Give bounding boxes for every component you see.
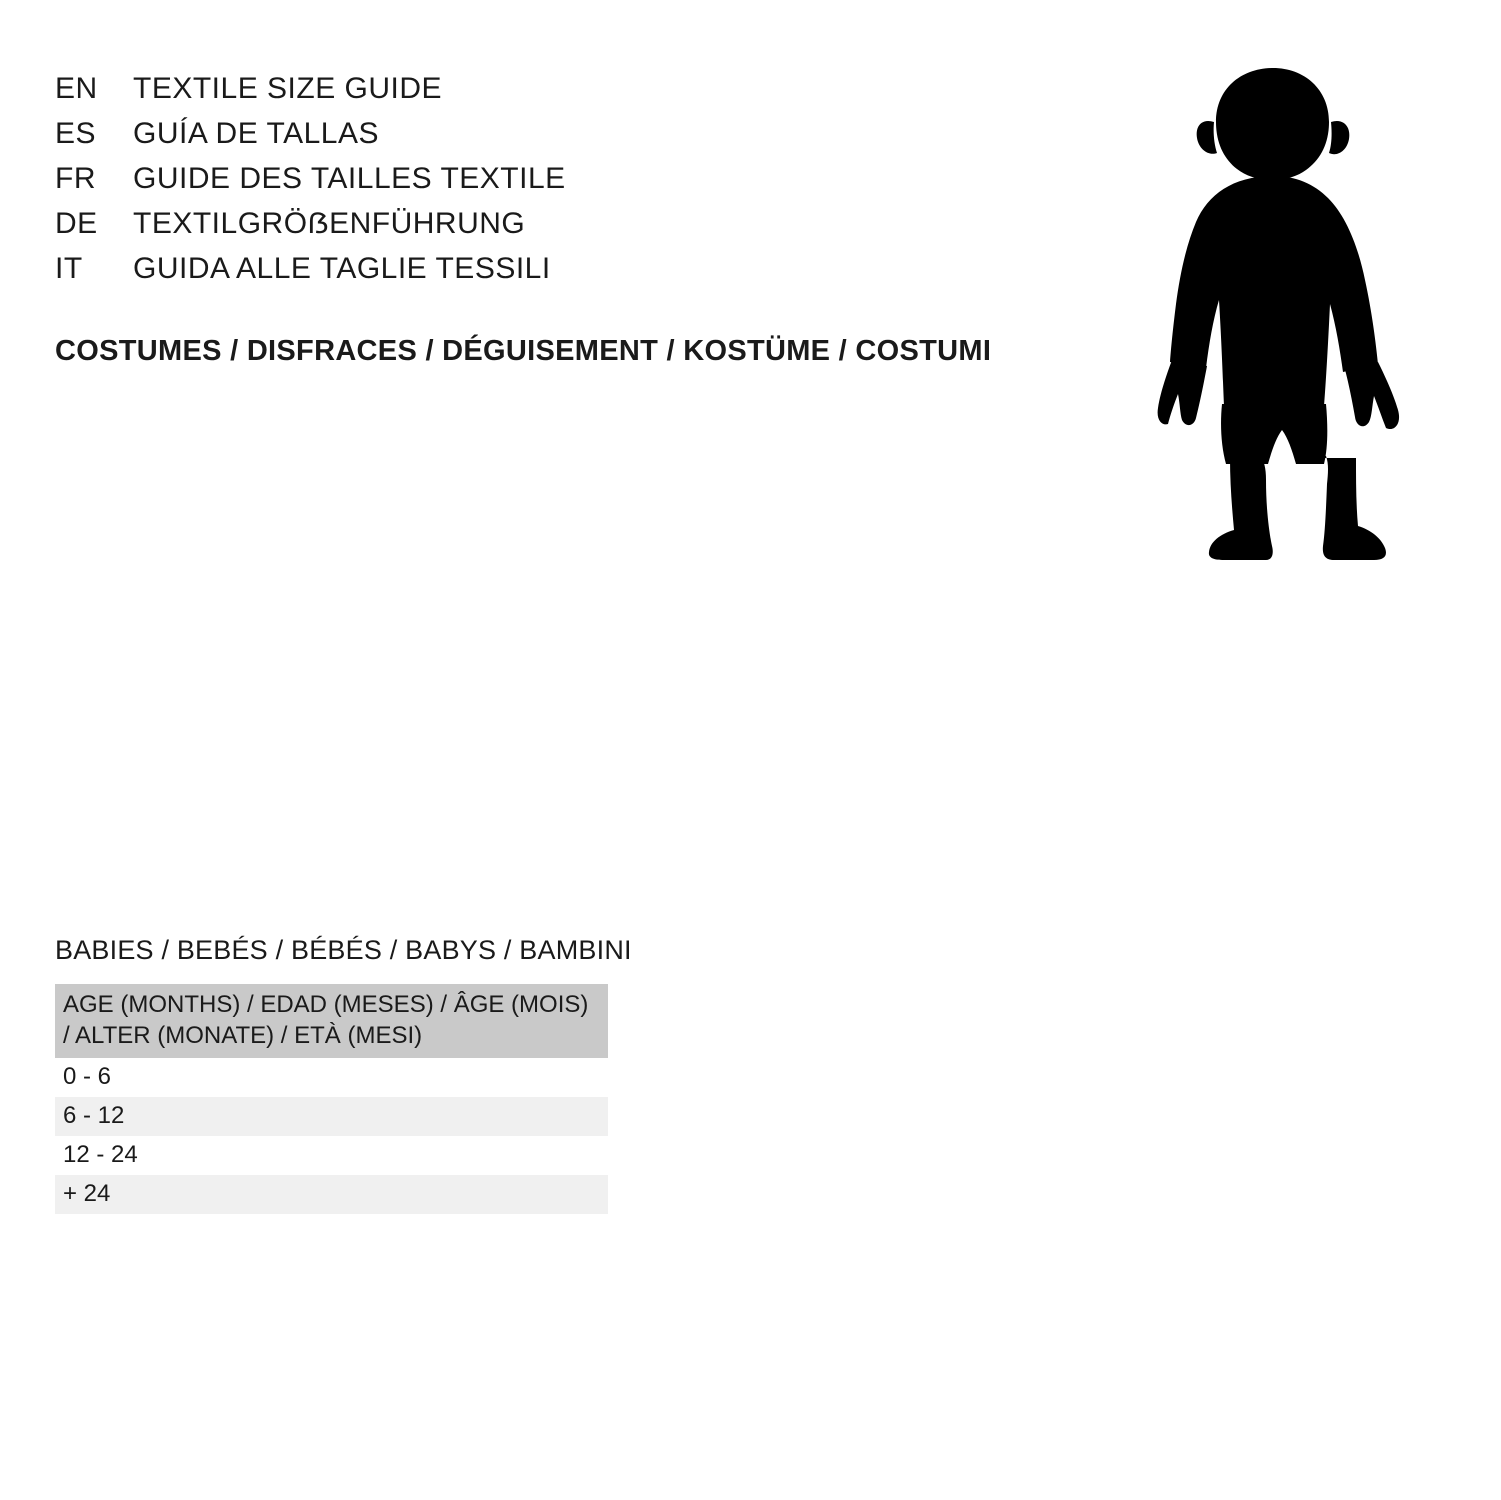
language-title: GUIDE DES TAILLES TEXTILE xyxy=(133,162,566,195)
language-title: TEXTILE SIZE GUIDE xyxy=(133,72,443,105)
language-title: GUIDA ALLE TAGLIE TESSILI xyxy=(133,252,551,285)
size-table-block xyxy=(55,935,632,1214)
language-row xyxy=(55,117,1035,162)
category-line: COSTUMES / DISFRACES / DÉGUISEMENT / KOSTÜME / COSTUMI xyxy=(55,335,992,367)
language-row xyxy=(55,162,1035,207)
language-code: IT xyxy=(55,252,83,285)
language-title: TEXTILGRÖẞENFÜHRUNG xyxy=(133,207,526,240)
cell-age-range: 12 - 24 xyxy=(55,1136,608,1175)
language-header-block xyxy=(55,72,1035,297)
table-header-row xyxy=(55,984,608,1058)
language-row xyxy=(55,252,1035,297)
table-title: BABIES / BEBÉS / BÉBÉS / BABYS / BAMBINI xyxy=(55,935,632,965)
column-header-age: AGE (MONTHS) / EDAD (MESES) / ÂGE (MOIS) / ALTER (MONATE) / ETÀ (MESI) xyxy=(55,984,608,1058)
language-title: GUÍA DE TALLAS xyxy=(133,117,379,150)
language-code: ES xyxy=(55,117,97,150)
language-code: FR xyxy=(55,162,96,195)
table-row xyxy=(55,1097,608,1136)
language-row xyxy=(55,207,1035,252)
language-code: DE xyxy=(55,207,98,240)
table-row xyxy=(55,1175,608,1214)
toddler-silhouette-icon xyxy=(1110,60,1440,560)
cell-age-range: 0 - 6 xyxy=(55,1058,608,1097)
language-row xyxy=(55,72,1035,117)
size-table xyxy=(55,984,608,1214)
table-row xyxy=(55,1136,608,1175)
cell-age-range: 6 - 12 xyxy=(55,1097,608,1136)
table-row xyxy=(55,1058,608,1097)
language-code: EN xyxy=(55,72,98,105)
cell-age-range: + 24 xyxy=(55,1175,608,1214)
